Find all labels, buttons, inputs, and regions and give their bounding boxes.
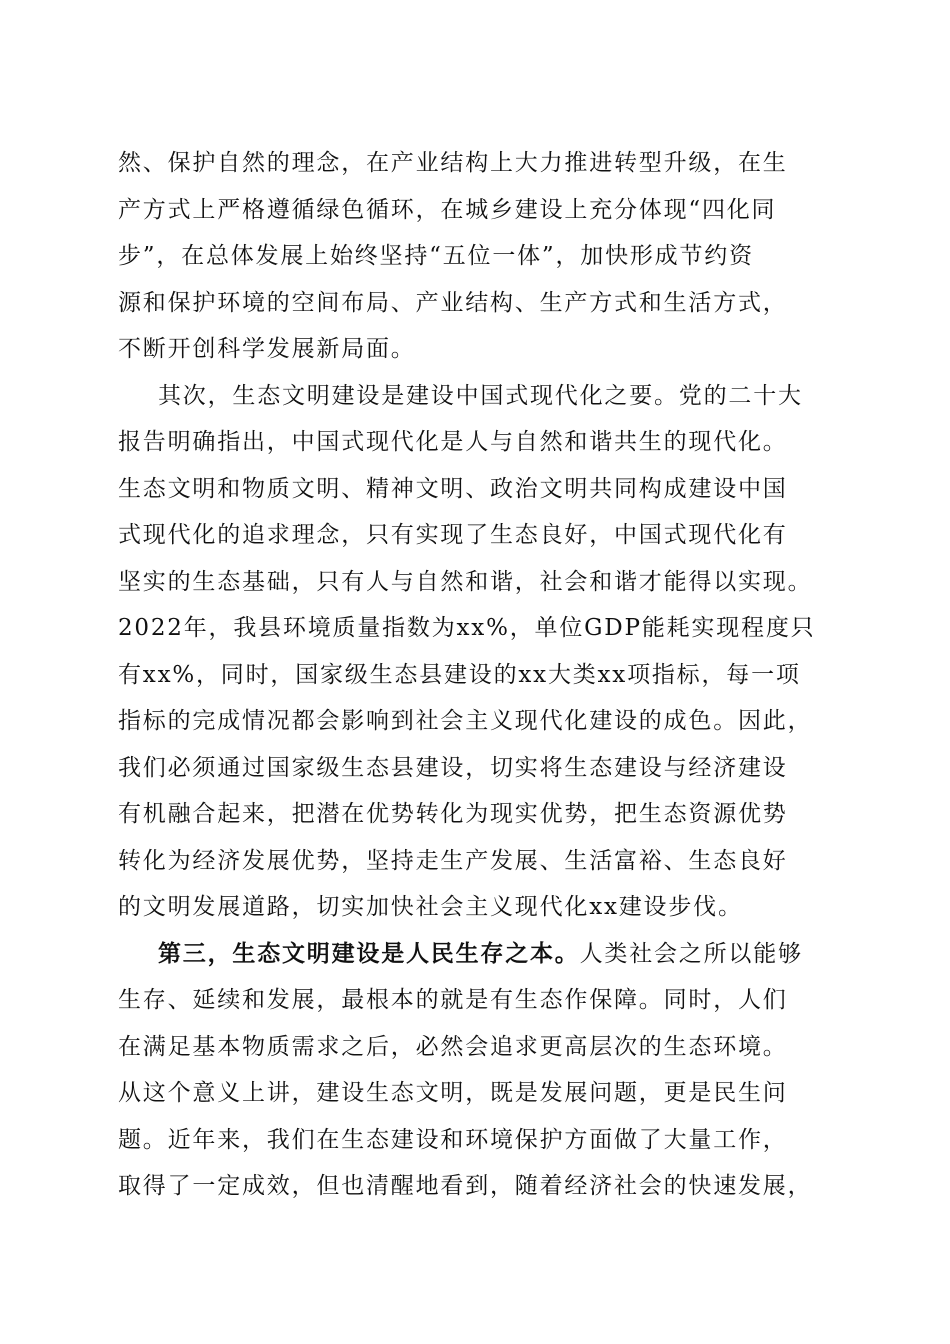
paragraph-2-line: 转化为经济发展优势，坚持走生产发展、生活富裕、生态良好	[118, 847, 788, 874]
paragraph-2-line: 其次，生态文明建设是建设中国式现代化之要。党的二十大	[158, 382, 803, 409]
paragraph-3-line: 在满足基本物质需求之后，必然会追求更高层次的生态环境。	[118, 1033, 788, 1060]
paragraph-1-line: 源和保护环境的空间布局、产业结构、生产方式和生活方式，	[118, 289, 788, 316]
paragraph-2-line: 有机融合起来，把潜在优势转化为现实优势，把生态资源优势	[118, 801, 788, 827]
paragraph-2-line: 有xx%，同时，国家级生态县建设的xx大类xx项指标，每一项	[118, 661, 801, 688]
document-body	[118, 140, 840, 1210]
paragraph-1-line: 不断开创科学发展新局面。	[118, 336, 416, 362]
paragraph-3-heading: 第三，生态文明建设是人民生存之本。	[158, 939, 580, 967]
paragraph-2-line: 报告明确指出，中国式现代化是人与自然和谐共生的现代化。	[118, 429, 788, 455]
paragraph-2-line: 2022年，我县环境质量指数为xx%，单位GDP能耗实现程度只	[118, 615, 816, 641]
paragraph-1-line: 产方式上严格遵循绿色循环，在城乡建设上充分体现“四化同	[118, 196, 777, 223]
paragraph-3-line: 生存、延续和发展，最根本的就是有生态作保障。同时，人们	[118, 987, 788, 1013]
paragraph-2-line: 我们必须通过国家级生态县建设，切实将生态建设与经济建设	[118, 754, 788, 781]
paragraph-3-first-line	[118, 931, 840, 978]
paragraph-2-line: 坚实的生态基础，只有人与自然和谐，社会和谐才能得以实现。	[118, 568, 813, 595]
paragraph-3-first-line-rest: 人类社会之所以能够	[579, 940, 803, 967]
paragraph-2-line: 生态文明和物质文明、精神文明、政治文明共同构成建设中国	[118, 475, 788, 502]
paragraph-3-line: 题。近年来，我们在生态建设和环境保护方面做了大量工作，	[118, 1126, 788, 1153]
paragraph-2-line: 式现代化的追求理念，只有实现了生态良好，中国式现代化有	[118, 522, 788, 548]
paragraph-1-line: 步”，在总体发展上始终坚持“五位一体”，加快形成节约资	[118, 243, 754, 269]
paragraph-3-line: 取得了一定成效，但也清醒地看到，随着经济社会的快速发展，	[118, 1173, 813, 1199]
paragraph-2-line: 指标的完成情况都会影响到社会主义现代化建设的成色。因此，	[118, 708, 813, 734]
paragraph-1-line: 然、保护自然的理念，在产业结构上大力推进转型升级，在生	[118, 150, 788, 176]
paragraph-2-line: 的文明发展道路，切实加快社会主义现代化xx建设步伐。	[118, 894, 743, 920]
paragraph-3-line: 从这个意义上讲，建设生态文明，既是发展问题，更是民生问	[118, 1080, 788, 1106]
